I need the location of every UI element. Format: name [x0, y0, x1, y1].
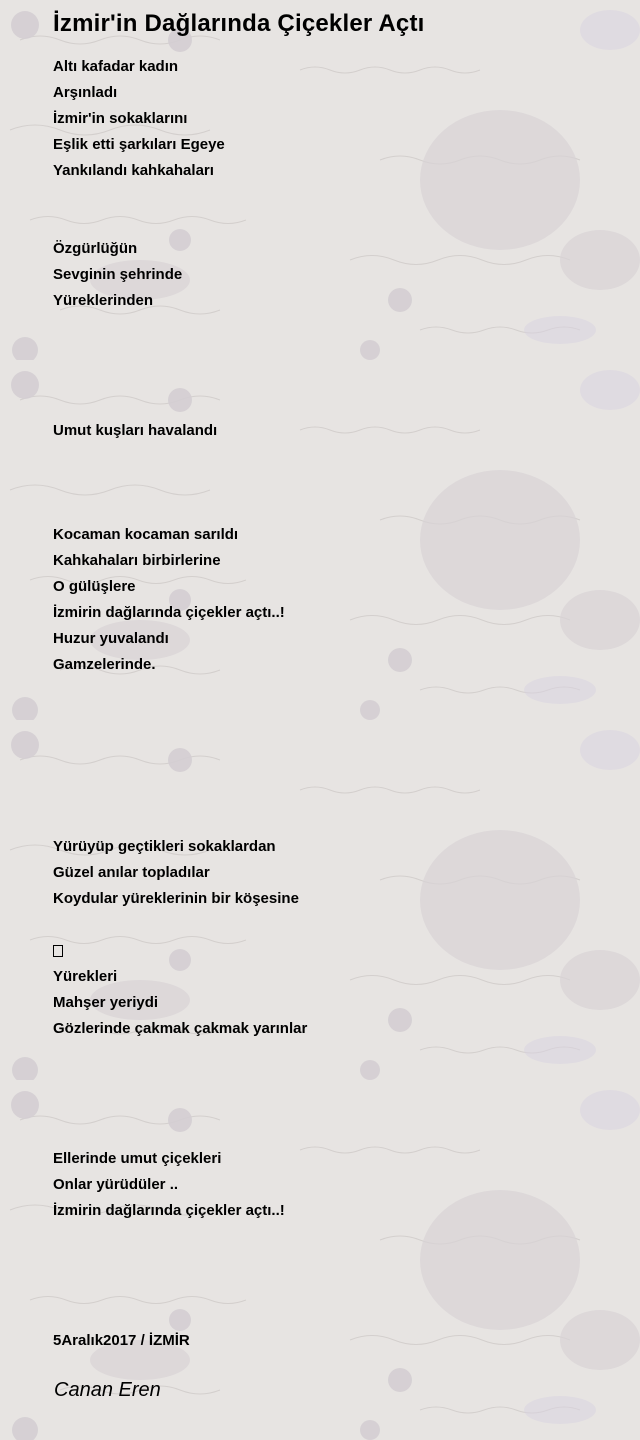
poem-line: Sevginin şehrinde	[53, 266, 183, 283]
poem-line: Yürüyüp geçtikleri sokaklardan	[53, 838, 276, 855]
poem-line	[53, 470, 613, 496]
poem-line: Gamzelerinde.	[53, 656, 156, 673]
poem-line	[53, 340, 613, 366]
poem-line	[53, 314, 613, 340]
poem-line	[53, 210, 613, 236]
poem-line: Altı kafadar kadın	[53, 58, 179, 75]
poem-line	[53, 184, 613, 210]
poem-line: Arşınladı	[53, 84, 118, 101]
poem-line	[53, 1094, 613, 1120]
poem-line	[53, 808, 613, 834]
poem-line	[53, 1276, 613, 1302]
poem-line	[53, 1120, 613, 1146]
poem-line: Umut kuşları havalandı	[53, 422, 218, 439]
poem-line	[53, 912, 613, 938]
poem-line: Güzel anılar topladılar	[53, 864, 210, 881]
poem-line	[53, 1224, 613, 1250]
poem-line	[53, 392, 613, 418]
poem-line: Huzur yuvalandı	[53, 630, 169, 647]
poem-line	[53, 678, 613, 704]
poem-line	[53, 704, 613, 730]
poem-line: 5Aralık2017 / İZMİR	[53, 1332, 190, 1349]
poem-line: Koydular yüreklerinin bir köşesine	[53, 890, 299, 907]
poem-line: O gülüşlere	[53, 578, 136, 595]
poem-body	[53, 54, 613, 1354]
poem-line	[53, 1250, 613, 1276]
missing-glyph-icon	[53, 945, 63, 957]
poem-line	[53, 496, 613, 522]
poem-line	[53, 366, 613, 392]
poem-line: Özgürlüğün	[53, 240, 138, 257]
poem-line: Mahşer yeriydi	[53, 994, 159, 1011]
poem-line: Yürekleri	[53, 968, 118, 985]
poem-line: Eşlik etti şarkıları Egeye	[53, 136, 225, 153]
poem-line	[53, 938, 613, 964]
poem-line: Gözlerinde çakmak çakmak yarınlar	[53, 1020, 308, 1037]
poem-line: Kahkahaları birbirlerine	[53, 552, 221, 569]
poem-line: Ellerinde umut çiçekleri	[53, 1150, 222, 1167]
poem-line	[53, 444, 613, 470]
poem-line: İzmirin dağlarında çiçekler açtı..!	[53, 1202, 285, 1219]
poem-line	[53, 782, 613, 808]
poem-line: İzmir'in sokaklarını	[53, 110, 188, 127]
poem-line	[53, 730, 613, 756]
poem-line: Yankılandı kahkahaları	[53, 162, 214, 179]
poem-line	[53, 1068, 613, 1094]
poem-line: İzmirin dağlarında çiçekler açtı..!	[53, 604, 285, 621]
poem-title: İzmir'in Dağlarında Çiçekler Açtı	[53, 10, 425, 37]
poem-line: Kocaman kocaman sarıldı	[53, 526, 239, 543]
poem-line	[53, 1042, 613, 1068]
poem-author: Canan Eren	[54, 1379, 161, 1401]
poem-line: Yüreklerinden	[53, 292, 154, 309]
poem-line	[53, 756, 613, 782]
poem-line: Onlar yürüdüler ..	[53, 1176, 179, 1193]
poem-line	[53, 1302, 613, 1328]
